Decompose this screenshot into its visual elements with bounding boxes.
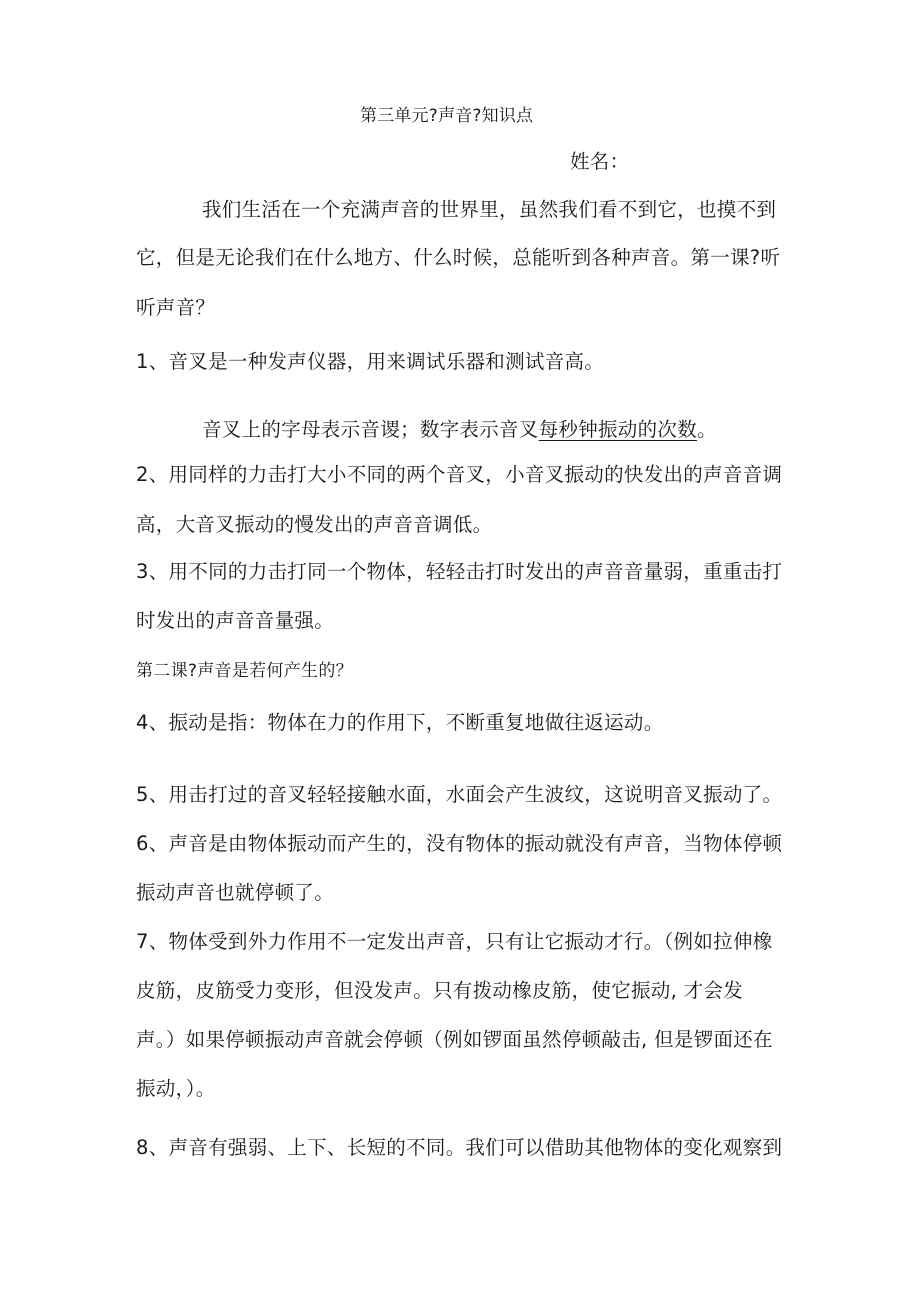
point-6-line-2: 振动声音也就停顿了。 xyxy=(136,881,335,904)
point-6-line-1: 6、声音是由物体振动而产生的，没有物体的振动就没有声音，当物体停顿 xyxy=(136,832,783,855)
lesson-2-heading: 第二课?声音是若何产生的？ xyxy=(136,661,353,681)
point-1: 1、音叉是一种发声仪器，用来调试乐器和测试音高。 xyxy=(136,350,605,373)
point-7-line-4: 振动，）。 xyxy=(136,1077,216,1100)
point-8: 8、声音有强弱、上下、长短的不同。我们可以借助其他物体的变化观察到 xyxy=(136,1136,783,1159)
point-1-note-underlined: 每秒钟振动的次数 xyxy=(538,418,698,441)
point-1-note-after: 。 xyxy=(697,418,717,441)
point-2-line-2: 高，大音叉振动的慢发出的声音音调低。 xyxy=(136,513,493,536)
intro-line-1: 我们生活在一个充满声音的世界里，虽然我们看不到它，也摸不到 xyxy=(202,198,777,221)
point-7-line-2: 皮筋，皮筋受力变形，但没发声。只有拨动橡皮筋，使它振动, 才会发 xyxy=(136,979,743,1002)
intro-line-2: 它，但是无论我们在什么地方、什么时候，总能听到各种声音。第一课?听 xyxy=(136,246,781,269)
point-1-note xyxy=(202,420,717,440)
intro-line-3: 听声音？ xyxy=(136,296,216,319)
point-7-line-1: 7、物体受到外力作用不一定发出声音，只有让它振动才行。（例如拉伸橡 xyxy=(136,930,773,953)
point-4: 4、振动是指：物体在力的作用下，不断重复地做往返运动。 xyxy=(136,711,664,734)
name-label: 姓名： xyxy=(570,150,630,173)
point-1-note-before: 音叉上的字母表示音谡；数字表示音叉 xyxy=(202,418,539,441)
point-2-line-1: 2、用同样的力击打大小不同的两个音叉，小音叉振动的快发出的声音音调 xyxy=(136,463,783,486)
point-3-line-1: 3、用不同的力击打同一个物体，轻轻击打时发出的声音音量弱，重重击打 xyxy=(136,560,783,583)
point-5: 5、用击打过的音叉轻轻接触水面，水面会产生波纹，这说明音叉振动了。 xyxy=(136,783,783,806)
point-7-line-3: 声。）如果停顿振动声音就会停顿（例如锣面虽然停顿敲击, 但是锣面还在 xyxy=(136,1028,773,1051)
point-3-line-2: 时发出的声音音量强。 xyxy=(136,609,335,632)
document-title: 第三单元?声音?知识点 xyxy=(360,106,534,126)
